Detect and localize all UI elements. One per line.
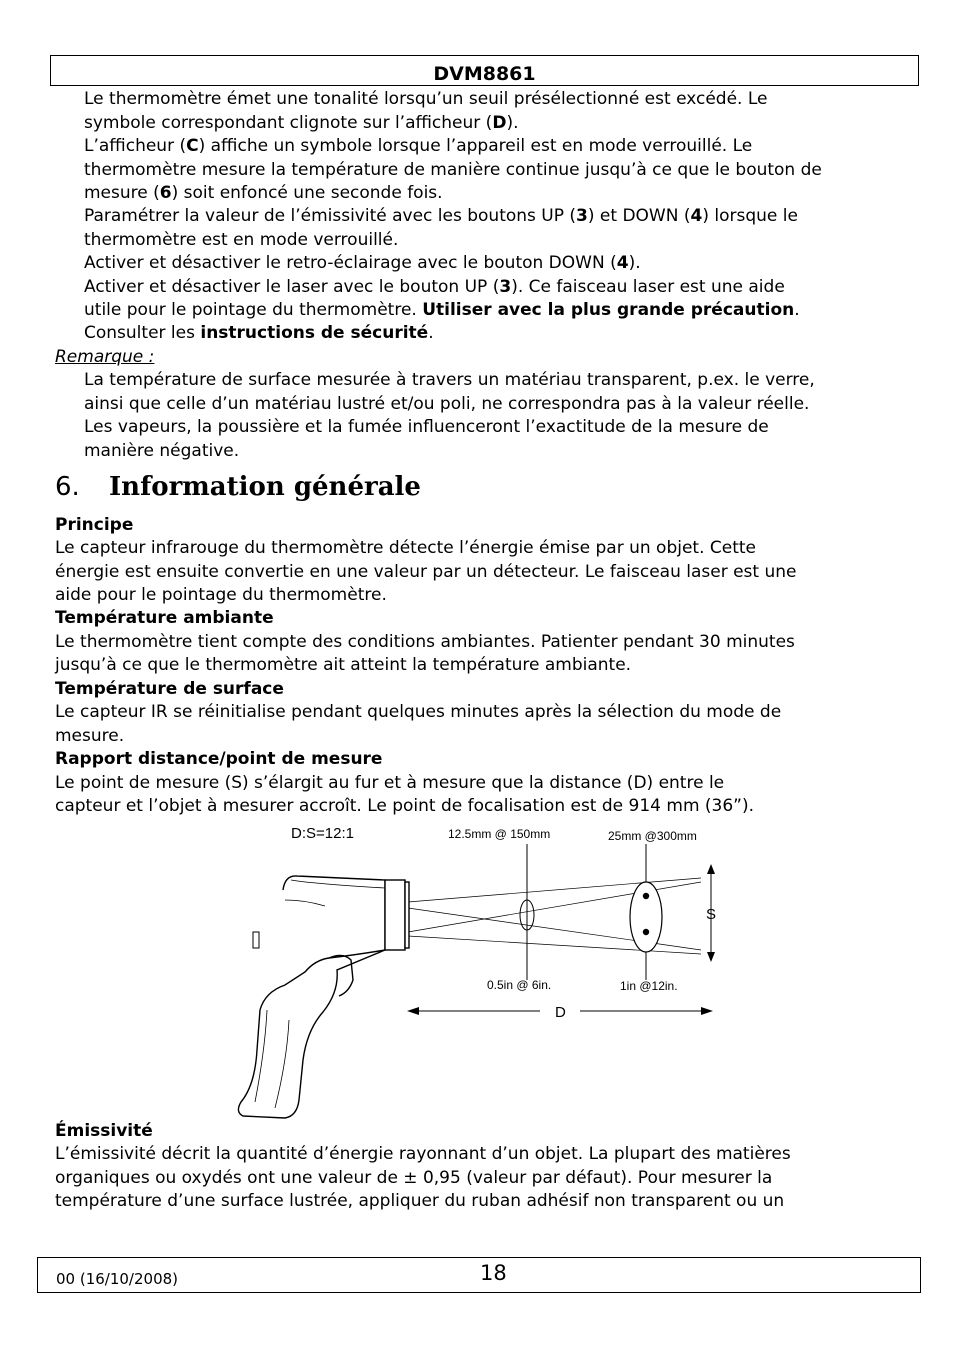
subsection-title-emissivite: Émissivité [55,1121,153,1141]
emissivite-line-2: organiques ou oxydés ont une valeur de ± 0,95 (valeur par défaut). Pour mesurer la [55,1168,773,1188]
intro-line-5: mesure (6) soit enfoncé une seconde fois. [84,183,443,203]
document-header [50,55,919,86]
document-footer [37,1257,921,1293]
rapport-line-1: Le point de mesure (S) s’élargit au fur et à mesure que la distance (D) entre le [55,773,725,793]
d-label: D [555,1004,566,1021]
emissivite-line-3: température d’une surface lustrée, appliquer du ruban adhésif non transparent ou un [55,1191,785,1211]
remark-line-1: La température de surface mesurée à travers un matériau transparent, p.ex. le verre, [84,370,815,390]
remark-line-3: Les vapeurs, la poussière et la fumée influenceront l’exactitude de la mesure de [84,417,769,437]
principe-line-3: aide pour le pointage du thermomètre. [55,585,387,605]
thermometer-gun [238,876,409,1118]
intro-line-1: Le thermomètre émet une tonalité lorsqu’un seuil présélectionné est excédé. Le [84,89,768,109]
near-in-label: 0.5in @ 6in. [487,978,552,992]
ambiante-line-2: jusqu’à ce que le thermomètre ait atteint la température ambiante. [55,655,632,675]
principe-line-1: Le capteur infrarouge du thermomètre détecte l’énergie émise par un objet. Cette [55,538,757,558]
d-arrow-left [407,1007,419,1015]
surface-line-1: Le capteur IR se réinitialise pendant quelques minutes après la sélection du mode de [55,702,782,722]
laser-dot-bottom [643,929,649,935]
footer-version: 00 (16/10/2008) [56,1270,179,1288]
laser-dot-top [643,893,649,899]
page-number: 18 [480,1261,507,1285]
thermometer-diagram [225,820,725,1120]
intro-line-4: thermomètre mesure la température de manière continue jusqu’à ce que le bouton de [84,160,822,180]
d-arrow-right [701,1007,713,1015]
far-in-label: 1in @12in. [620,979,678,993]
intro-line-3: L’afficheur (C) affiche un symbole lorsque l’appareil est en mode verrouillé. Le [84,136,753,156]
ambiante-line-1: Le thermomètre tient compte des conditions ambiantes. Patienter pendant 30 minutes [55,632,795,652]
far-mm-label: 25mm @300mm [608,829,697,843]
surface-line-2: mesure. [55,726,125,746]
near-mm-label: 12.5mm @ 150mm [448,827,551,841]
remark-label: Remarque : [55,347,155,367]
s-arrow-top [707,864,715,874]
intro-line-8: Activer et désactiver le retro-éclairage avec le bouton DOWN (4). [84,253,641,273]
model-name: DVM8861 [433,63,536,85]
s-arrow-bottom [707,952,715,962]
section-title: Information générale [109,472,421,502]
intro-line-2: symbole correspondant clignote sur l’afficheur (D). [84,113,519,133]
intro-line-10: utile pour le pointage du thermomètre. Utiliser avec la plus grande précaution. [84,300,800,320]
far-spot [630,882,662,952]
remark-line-2: ainsi que celle d’un matériau lustré et/ou poli, ne correspondra pas à la valeur réelle. [84,394,810,414]
subsection-title-ambiante: Température ambiante [55,608,274,628]
ratio-label: D:S=12:1 [291,825,354,842]
principe-line-2: énergie est ensuite convertie en une valeur par un détecteur. Le faisceau laser est une [55,562,797,582]
intro-line-7: thermomètre est en mode verrouillé. [84,230,399,250]
s-label: S [706,906,717,923]
emissivite-line-1: L’émissivité décrit la quantité d’énergie rayonnant d’un objet. La plupart des matières [55,1144,791,1164]
subsection-title-rapport: Rapport distance/point de mesure [55,749,383,769]
section-number: 6. [55,472,80,502]
intro-line-6: Paramétrer la valeur de l’émissivité avec les boutons UP (3) et DOWN (4) lorsque le [84,206,798,226]
subsection-title-principe: Principe [55,515,134,535]
subsection-title-surface: Température de surface [55,679,284,699]
intro-line-11: Consulter les instructions de sécurité. [84,323,434,343]
rapport-line-2: capteur et l’objet à mesurer accroît. Le point de focalisation est de 914 mm (36”). [55,796,755,816]
intro-line-9: Activer et désactiver le laser avec le bouton UP (3). Ce faisceau laser est une aide [84,277,785,297]
remark-line-4: manière négative. [84,441,240,461]
